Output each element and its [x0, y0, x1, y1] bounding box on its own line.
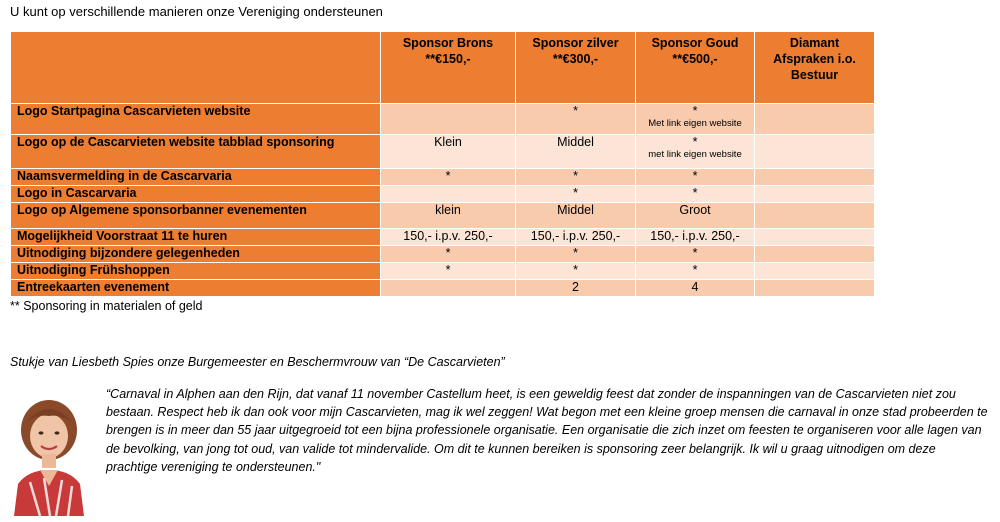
table-row: [11, 186, 875, 203]
row-label: Logo op de Cascarvieten website tabblad sponsoring: [11, 135, 381, 169]
intro-text: U kunt op verschillende manieren onze Vereniging ondersteunen: [10, 4, 383, 19]
cell-diamant: [755, 263, 875, 280]
cell-zilver: Middel: [516, 135, 636, 169]
header-diamant: Diamant Afspraken i.o. Bestuur: [755, 32, 875, 104]
cell-diamant: [755, 280, 875, 297]
cell-diamant: [755, 135, 875, 169]
quote-caption: Stukje van Liesbeth Spies onze Burgemeester en Beschermvrouw van “De Cascarvieten”: [10, 355, 505, 369]
cell-zilver: *: [516, 104, 636, 135]
row-label: Entreekaarten evenement: [11, 280, 381, 297]
table-row: [11, 203, 875, 229]
cell-brons: klein: [381, 203, 516, 229]
table-row: [11, 229, 875, 246]
header-brons: Sponsor Brons **€150,-: [381, 32, 516, 104]
cell-diamant: [755, 169, 875, 186]
row-label: Logo Startpagina Cascarvieten website: [11, 104, 381, 135]
cell-goud: *: [636, 169, 755, 186]
cell-brons: 150,- i.p.v. 250,-: [381, 229, 516, 246]
cell-zilver: 2: [516, 280, 636, 297]
sponsor-table: [10, 31, 875, 297]
cell-brons: *: [381, 169, 516, 186]
cell-goud: 4: [636, 280, 755, 297]
cell-zilver: *: [516, 246, 636, 263]
quote-text: “Carnaval in Alphen aan den Rijn, dat vanaf 11 november Castellum heet, is een geweldig feest dat zonder de inspanningen van de Cascarvieten niet zou bestaan. Respect heb ik dan ook voor mijn Cascarvieten, mag ik wel zeggen! Wat begon met een kleine groep mensen die carnaval in onze stad probeerden te brengen is in meer dan 55 jaar uitgegroeid tot een bijna professionele organisatie. Een organisatie die zich inzet om feesten te organiseren voor alle lagen van de bevolking, van jong tot oud, van valide tot mindervalide. Om dit te kunnen bereiken is sponsoring zeer belangrijk. Ik wil u graag uitnodigen om deze prachtige vereniging te ondersteunen.": [106, 387, 988, 474]
cell-goud: 150,- i.p.v. 250,-: [636, 229, 755, 246]
cell-brons: *: [381, 246, 516, 263]
table-header-row: [11, 32, 875, 104]
header-empty: [11, 32, 381, 104]
row-label: Uitnodiging Frühshoppen: [11, 263, 381, 280]
row-label: Mogelijkheid Voorstraat 11 te huren: [11, 229, 381, 246]
portrait-photo: [10, 386, 88, 516]
row-label: Logo in Cascarvaria: [11, 186, 381, 203]
cell-goud-sub: Met link eigen website: [648, 118, 742, 129]
cell-zilver: Middel: [516, 203, 636, 229]
cell-brons: [381, 186, 516, 203]
table-row: [11, 280, 875, 297]
cell-zilver: *: [516, 186, 636, 203]
cell-diamant: [755, 186, 875, 203]
cell-goud: *: [636, 246, 755, 263]
cell-diamant: [755, 229, 875, 246]
cell-diamant: [755, 246, 875, 263]
header-zilver: Sponsor zilver **€300,-: [516, 32, 636, 104]
cell-diamant: [755, 203, 875, 229]
row-label: Uitnodiging bijzondere gelegenheden: [11, 246, 381, 263]
cell-goud: *: [636, 186, 755, 203]
cell-brons: [381, 104, 516, 135]
cell-goud: * Met link eigen website: [636, 104, 755, 135]
table-row: [11, 263, 875, 280]
row-label: Logo op Algemene sponsorbanner evenementen: [11, 203, 381, 229]
table-row: [11, 246, 875, 263]
cell-goud-sub: met link eigen website: [648, 149, 742, 160]
cell-goud: Groot: [636, 203, 755, 229]
cell-brons: Klein: [381, 135, 516, 169]
table-row: [11, 169, 875, 186]
cell-zilver: 150,- i.p.v. 250,-: [516, 229, 636, 246]
table-row: [11, 104, 875, 135]
header-goud: Sponsor Goud **€500,-: [636, 32, 755, 104]
cell-goud: *: [636, 263, 755, 280]
cell-zilver: *: [516, 169, 636, 186]
cell-diamant: [755, 104, 875, 135]
row-label: Naamsvermelding in de Cascarvaria: [11, 169, 381, 186]
cell-brons: [381, 280, 516, 297]
cell-goud: * met link eigen website: [636, 135, 755, 169]
cell-brons: *: [381, 263, 516, 280]
table-row: [11, 135, 875, 169]
footnote: ** Sponsoring in materialen of geld: [10, 299, 203, 313]
cell-zilver: *: [516, 263, 636, 280]
